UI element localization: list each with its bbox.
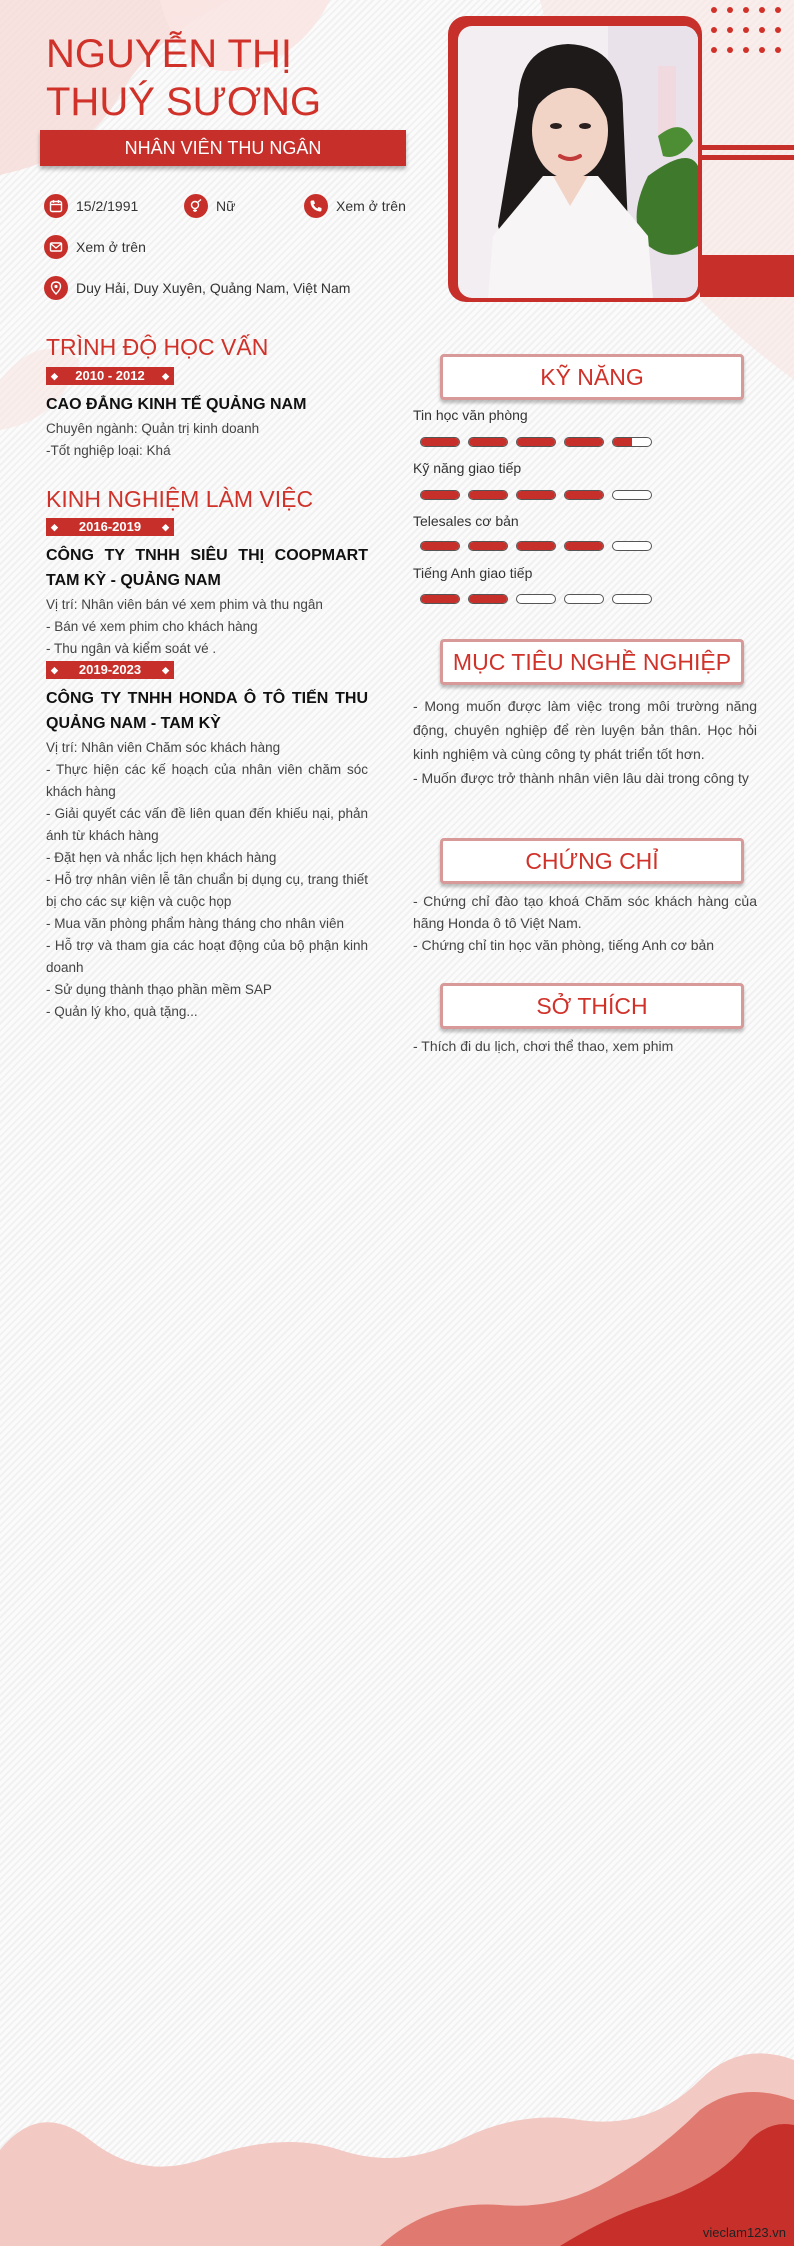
skill-bar-segment (420, 541, 460, 551)
job-line: - Thu ngân và kiểm soát vé . (46, 641, 217, 656)
birthday-row (44, 194, 138, 218)
job-line: - Mua văn phòng phẩm hàng tháng cho nhân viên (46, 916, 344, 931)
objective-title: MỤC TIÊU NGHỀ NGHIỆP (440, 639, 744, 685)
job-line: - Hỗ trợ và tham gia các hoạt động của bộ phận kinh doanh (46, 938, 368, 975)
job-2-period: ◆ 2019-2023 ◆ (46, 661, 174, 679)
skill-bar-segment (420, 437, 460, 447)
certificate-line: - Chứng chỉ đào tạo khoá Chăm sóc khách hàng của hãng Honda ô tô Việt Nam. (413, 893, 757, 931)
job-title-banner: NHÂN VIÊN THU NGÂN (40, 130, 406, 166)
job-2-company: CÔNG TY TNHH HONDA Ô TÔ TIẾN THU QUẢNG NAM - TAM KỲ (46, 690, 368, 732)
skill-bar-segment (612, 490, 652, 500)
hobbies-text (413, 1034, 757, 1058)
skill-bar-segment (564, 437, 604, 447)
phone-value: Xem ở trên (336, 198, 406, 214)
skill-name: Telesales cơ bản (413, 513, 519, 529)
skill-bar-segment (564, 490, 604, 500)
gender-icon (184, 194, 208, 218)
skill-rating (420, 437, 652, 447)
objective-text (413, 694, 757, 790)
name-line-2: THUÝ SƯƠNG (46, 80, 322, 124)
address-value: Duy Hải, Duy Xuyên, Quảng Nam, Việt Nam (76, 280, 351, 296)
education-period: ◆ 2010 - 2012 ◆ (46, 367, 174, 385)
email-row (44, 235, 146, 259)
job-line: - Đặt hẹn và nhắc lịch hẹn khách hàng (46, 850, 277, 865)
job-1-details (46, 594, 368, 660)
job-line: - Hỗ trợ nhân viên lễ tân chuẩn bị dụng cụ, trang thiết bị cho các sự kiện và cuộc họp (46, 872, 368, 909)
education-school: CAO ĐẲNG KINH TẾ QUẢNG NAM (46, 396, 307, 413)
skill-bar-segment (468, 541, 508, 551)
skill-bar-segment (468, 594, 508, 604)
education-title: TRÌNH ĐỘ HỌC VẤN (46, 334, 269, 360)
birthday-value: 15/2/1991 (76, 198, 139, 214)
gender-row (184, 194, 235, 218)
skill-bar-segment (516, 594, 556, 604)
name-line-1: NGUYỄN THỊ (46, 32, 292, 76)
objective-line: - Mong muốn được làm việc trong môi trường năng động, chuyên nghiệp để rèn luyện bản thân. Học hỏi kinh nghiệm và cùng công ty phát triển tốt hơn. (413, 698, 757, 762)
candidate-name (46, 30, 436, 126)
profile-photo (458, 26, 698, 298)
job-line: - Bán vé xem phim cho khách hàng (46, 619, 258, 634)
skill-bar-segment (468, 490, 508, 500)
certificates-title: CHỨNG CHỈ (440, 838, 744, 884)
job-line: Vị trí: Nhân viên bán vé xem phim và thu ngân (46, 597, 323, 612)
email-icon (44, 235, 68, 259)
experience-title: KINH NGHIỆM LÀM VIỆC (46, 486, 314, 512)
education-details (46, 418, 368, 462)
skill-bar-segment (516, 541, 556, 551)
phone-icon (304, 194, 328, 218)
job-line: - Quản lý kho, quà tặng... (46, 1004, 198, 1019)
hobbies-title: SỞ THÍCH (440, 983, 744, 1029)
skill-bar-segment (564, 594, 604, 604)
education-line: Chuyên ngành: Quản trị kinh doanh (46, 421, 260, 436)
job-line: - Giải quyết các vấn đề liên quan đến khiếu nại, phản ánh từ khách hàng (46, 806, 368, 843)
education-line: -Tốt nghiệp loại: Khá (46, 443, 171, 458)
skill-bar-segment (516, 490, 556, 500)
skill-bar-segment (612, 541, 652, 551)
job-line: - Sử dụng thành thạo phần mềm SAP (46, 982, 272, 997)
email-value: Xem ở trên (76, 239, 146, 255)
certificate-line: - Chứng chỉ tin học văn phòng, tiếng Anh cơ bản (413, 937, 715, 953)
skill-bar-segment (564, 541, 604, 551)
location-pin-icon (44, 276, 68, 300)
skill-bar-segment (516, 437, 556, 447)
certificates-text (413, 890, 757, 956)
skill-rating (420, 541, 652, 551)
skill-name: Kỹ năng giao tiếp (413, 460, 522, 476)
job-1-company: CÔNG TY TNHH SIÊU THỊ COOPMART TAM KỲ - QUẢNG NAM (46, 547, 368, 589)
footer-site: vieclam123.vn (702, 2225, 786, 2240)
skill-rating (420, 594, 652, 604)
skill-bar-segment (612, 437, 652, 447)
skill-bar-segment (420, 490, 460, 500)
skill-name: Tiếng Anh giao tiếp (413, 565, 533, 581)
address-row (44, 276, 350, 300)
phone-row (304, 194, 406, 218)
hobby-line: - Thích đi du lịch, chơi thể thao, xem phim (413, 1038, 674, 1054)
job-1-period: ◆ 2016-2019 ◆ (46, 518, 174, 536)
job-line: Vị trí: Nhân viên Chăm sóc khách hàng (46, 740, 281, 755)
skill-bar-segment (468, 437, 508, 447)
job-line: - Thực hiện các kế hoạch của nhân viên chăm sóc khách hàng (46, 762, 368, 799)
calendar-icon (44, 194, 68, 218)
objective-line: - Muốn được trở thành nhân viên lâu dài trong công ty (413, 770, 749, 786)
job-2-details (46, 737, 368, 1023)
skill-rating (420, 490, 652, 500)
gender-value: Nữ (216, 198, 236, 214)
skill-bar-segment (612, 594, 652, 604)
skills-title: KỸ NĂNG (440, 354, 744, 400)
skill-bar-segment (420, 594, 460, 604)
skill-name: Tin học văn phòng (413, 407, 528, 423)
